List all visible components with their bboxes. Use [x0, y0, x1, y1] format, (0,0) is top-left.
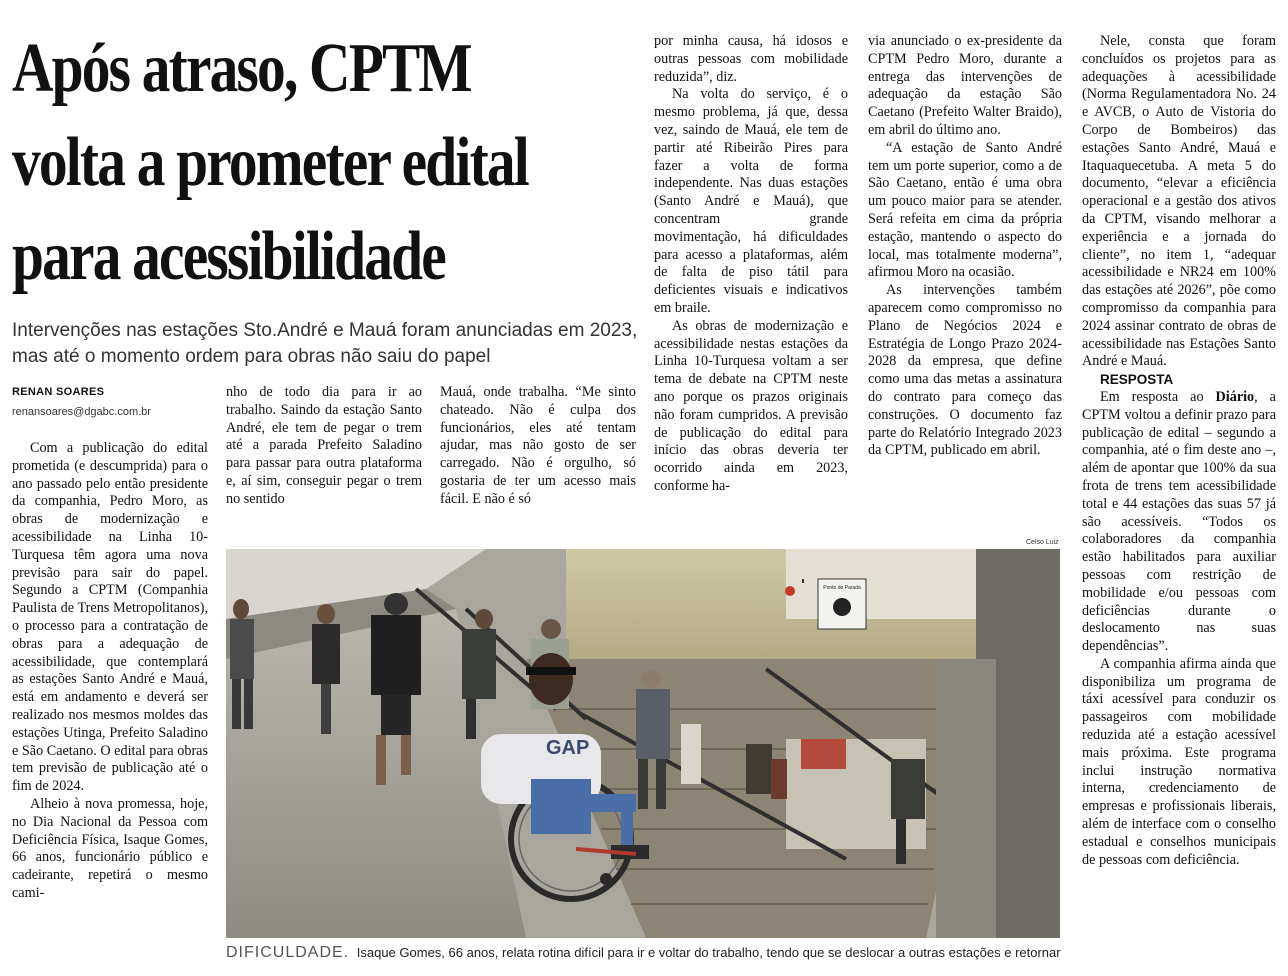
sign-icon: [833, 598, 851, 616]
newspaper-name: Diário: [1215, 388, 1255, 405]
text-run: , a CPTM voltou a definir prazo para publicação de edital – segundo a companhia, até o fim deste ano –, além de apontar que 100% da sua frota de trens tem acessibilidade total e 44 estações das suas 57 já são acessíveis. “Todos os colaboradores da companhia estão habilitados para auxiliar pessoas com restrição de mobilidade e/ou pessoas com deficiências durante o deslocamento nas suas dependências”.: [1082, 388, 1276, 655]
paragraph: “A estação de Santo André tem um porte superior, como a de São Caetano, então é uma obra um pouco maior para se atender. Será refeita em cima da própria estação, mantendo o aspecto do local, mas totalmente moderna”, afirmou Moro na ocasião.: [868, 139, 1062, 281]
paragraph: As intervenções também aparecem como compromisso no Plano de Negócios 2024 e Estratégia de Longo Prazo 2024-2028 da empresa, que define como uma das metas a assinatura do contrato para começo das construções. O documento faz parte do Relatório Integrado 2023 da CPTM, publicado em abril.: [868, 282, 1062, 459]
jacket-text: GAP: [546, 737, 590, 759]
subhead: Intervenções nas estações Sto.André e Mauá foram anunciadas em 2023, mas até o momento ordem para obras não saiu do papel: [12, 320, 638, 367]
byline-name: RENAN SOARES: [12, 386, 105, 398]
paragraph: Mauá, onde trabalha. “Me sinto chateado. Não é culpa dos funcionários, eles até tentam ajudar, mas não gosto de ser carregado. Não é orgulho, só gostaria de ter um acesso mais fácil. E não é só: [440, 384, 636, 507]
caption-text: Isaque Gomes, 66 anos, relata rotina difícil para ir e voltar do trabalho, tendo que se deslocar a outras estações e retornar: [356, 945, 1061, 960]
passage-sign: [801, 739, 846, 769]
wall-upper: [786, 549, 986, 619]
paragraph: As obras de modernização e acessibilidade nestas estações da Linha 10-Turquesa voltam a ser tema de debate na CPTM neste ano porque os prazos originais não foram cumpridos. A previsão de publicação do edital para início das obras deveria ter ocorrido ainda em 2023, conforme ha-: [654, 317, 848, 494]
article-column-3: [440, 384, 636, 509]
text-run: Em resposta ao: [1100, 388, 1216, 405]
section-title-resposta: RESPOSTA: [1100, 372, 1174, 388]
pillar-face: [936, 659, 996, 938]
paragraph: Na volta do serviço, é o mesmo problema, já que, dessa vez, saindo de Mauá, ele tem de partir até Ribeirão Pires para fazer a volta de forma independente. Nas duas estações (Santo André e Mauá), que concentram grande movimentação, há dificuldades para acesso a plataformas, além de falta de piso tátil para deficientes visuais e indicativos em braile.: [654, 86, 848, 316]
paragraph: via anunciado o ex-presidente da CPTM Pedro Moro, durante a entrega das intervenções de adequação da estação São Caetano (Prefeito Walter Braido), em abril do último ano.: [868, 33, 1062, 138]
paragraph: [1082, 389, 1276, 656]
station-photo-illustration: [226, 549, 1060, 938]
headline-line-1: Após atraso, CPTM: [12, 30, 471, 107]
paragraph: por minha causa, há idosos e outras pessoas com mobilidade reduzida”, diz.: [654, 33, 848, 85]
headline: [12, 22, 528, 304]
headline-line-2: volta a prometer edital: [12, 124, 528, 201]
paragraph: A companhia afirma ainda que disponibiliza um programa de táxi acessível para conduzir os passageiros com mobilidade reduzida até a estação acessível mais próxima. Este programa inclui instrução normativa interna, credenciamento de empresas e profissionais liberais, além de interface com o conselho estadual e conselhos municipais de pessoas com deficiência.: [1082, 655, 1276, 868]
paragraph: Alheio à nova promessa, hoje, no Dia Nacional da Pessoa com Deficiência Física, Isaque Gomes, 66 anos, funcionário público e cadeirante, repetirá o mesmo cami-: [12, 795, 208, 901]
news-photo: [226, 549, 1060, 938]
paragraph: Com a publicação do edital prometida (e descumprida) para o ano passado pelo então presidente da companhia, Pedro Moro, as obras de modernização e acessibilidade na Linha 10-Turquesa têm agora uma nova previsão para sair do papel. Segundo a CPTM (Companhia Paulista de Trens Metropolitanos), o processo para a contratação de obras para a adequação de acessibilidade, que contemplará as estações Santo André e Mauá, está em andamento e deverá ser realizado nos mesmos moldes das estações Utinga, Prefeito Saladino e São Caetano. O edital para obras tem previsão de publicação até o fim de 2024.: [12, 440, 208, 795]
paragraph: nho de todo dia para ir ao trabalho. Saindo da estação Santo André, ele tem de pegar o trem até a parada Prefeito Saladino para passar para outra plataforma e, aí sim, conseguir pegar o trem no sentido: [226, 384, 422, 507]
sign-text: Ponto de Parada: [823, 585, 861, 591]
caption-label: DIFICULDADE.: [226, 944, 350, 961]
article-column-5: [868, 33, 1062, 460]
headline-line-3: para acessibilidade: [12, 218, 445, 295]
paragraph: Nele, consta que foram concluídos os projetos para as adequações à acessibilidade (Norma Regulamentadora No. 24 e AVCB, o Auto de Vistoria do Corpo de Bombeiros) das estações Santo André, Mauá e Itaquaquecetuba. A meta 5 do documento, “elevar a eficiência operacional e a gestão dos ativos da CPTM, visando melhorar a experiência e a jornada do cliente”, no item 1, “adequar acessibilidade e NR24 em 100% das estações até 2026”, põe como compromisso da companhia para 2024 assinar contrato de obras de acessibilidade nas Estações Santo André e Mauá.: [1082, 33, 1276, 370]
article-column-6: [1082, 33, 1276, 869]
article-column-4: [654, 33, 848, 496]
photo-credit: Celso Luiz: [1026, 539, 1059, 546]
article-column-2: [226, 384, 422, 509]
metro-logo-icon: [785, 586, 795, 596]
article-column-1: [12, 440, 208, 903]
byline-email: renansoares@dgabc.com.br: [12, 406, 151, 418]
photo-caption: [226, 942, 1066, 964]
